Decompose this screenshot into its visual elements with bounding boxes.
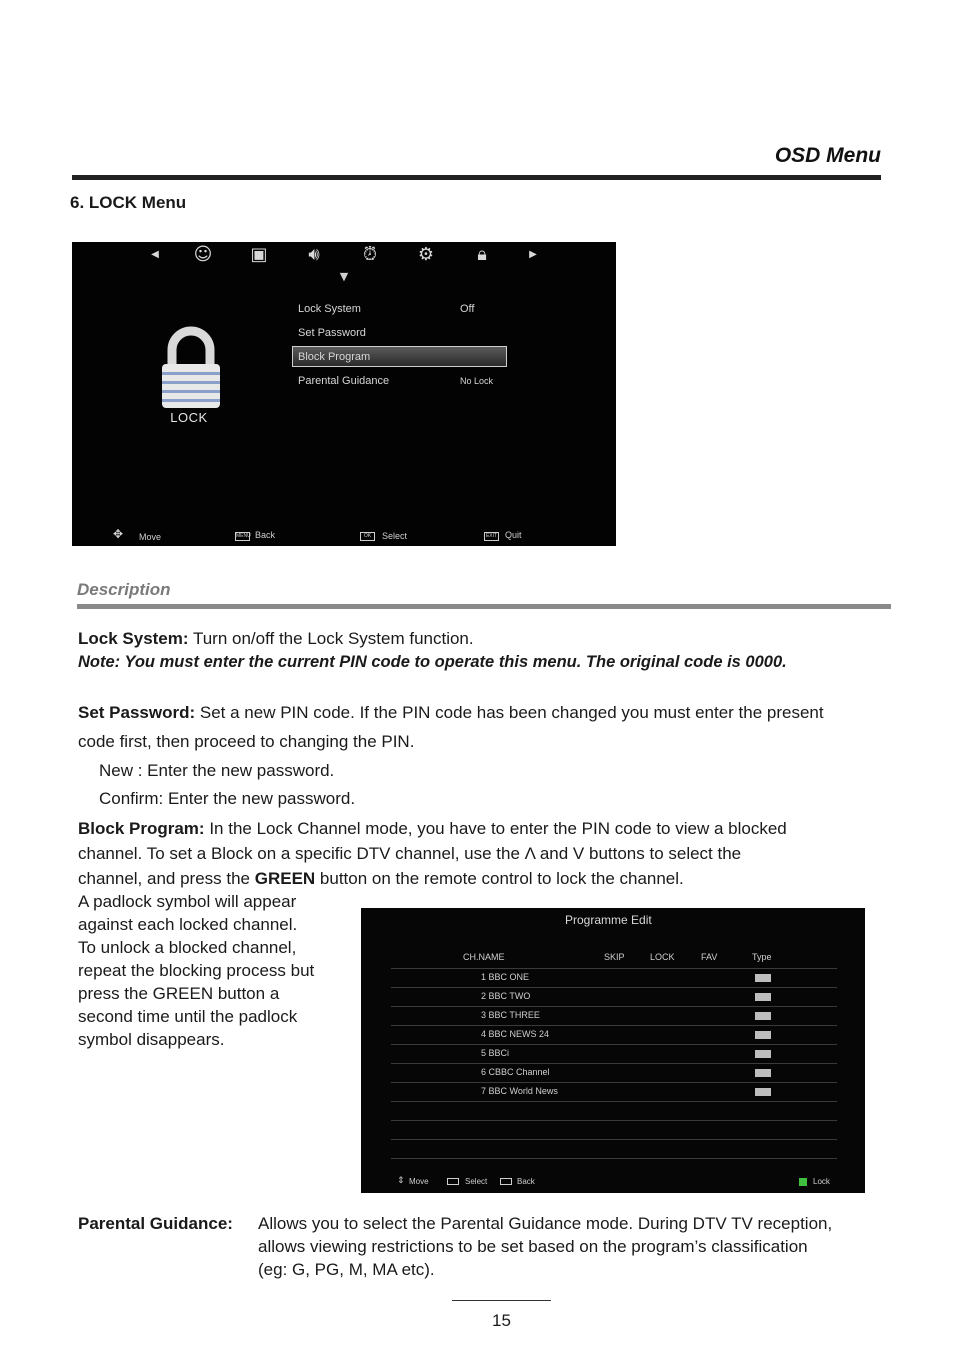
left-arrow-icon: ◀ — [151, 249, 159, 260]
page-number-rule — [452, 1300, 551, 1301]
picture-icon: ☺ — [193, 244, 213, 265]
exit-key-icon: EXIT — [485, 533, 498, 539]
channel-row[interactable]: 3 BBC THREE — [481, 1010, 540, 1020]
menu-value-lock-system: Off — [460, 303, 475, 315]
green-button-icon — [799, 1178, 807, 1186]
parental-line: allows viewing restrictions to be set based on the program’s classification — [258, 1237, 808, 1256]
block-program-text-3a: channel, and press the — [78, 869, 255, 888]
padlock-line: To unlock a blocked channel, — [78, 938, 297, 957]
chevron-down-icon: ▼ — [339, 270, 349, 283]
screen-icon: ▣ — [250, 244, 268, 265]
description-heading: Description — [77, 580, 171, 599]
padlock-note — [78, 890, 314, 1051]
tv-type-icon — [755, 974, 771, 982]
parental-guidance-label: Parental Guidance: — [78, 1214, 233, 1233]
row-divider — [391, 1101, 837, 1102]
parental-line: (eg: G, PG, M, MA etc). — [258, 1260, 435, 1279]
menu-value-parental-guidance: No Lock — [460, 376, 494, 386]
tv-type-icon — [755, 1012, 771, 1020]
column-lock: LOCK — [650, 952, 675, 962]
green-word: GREEN — [254, 869, 316, 888]
padlock-icon — [156, 326, 226, 412]
tv-type-icon — [755, 1088, 771, 1096]
padlock-line: press the GREEN button a — [78, 984, 280, 1003]
menu-key-icon — [500, 1178, 512, 1185]
block-program-text-1: In the Lock Channel mode, you have to enter the PIN code to view a blocked — [204, 819, 787, 838]
padlock-line: A padlock symbol will appear — [78, 892, 297, 911]
description-rule — [77, 604, 891, 609]
clock-icon: ⏰︎ — [362, 244, 378, 265]
block-program-paragraph — [78, 817, 787, 841]
lock-label: LOCK — [170, 410, 208, 425]
new-password-text: New : Enter the new password. — [99, 761, 335, 780]
note-text: Note: You must enter the current PIN code to operate this menu. The original code is 0000. — [78, 653, 787, 671]
channel-row[interactable]: 1 BBC ONE — [481, 972, 530, 982]
row-divider — [391, 1063, 837, 1064]
page-header-title: OSD Menu — [774, 144, 881, 167]
tv-type-icon — [755, 1069, 771, 1077]
row-divider — [391, 1044, 837, 1045]
block-program-text-2b: buttons to select the — [588, 844, 742, 863]
set-password-paragraph — [78, 701, 824, 725]
sound-icon: 🔊︎ — [308, 244, 320, 265]
confirm-password-text: Confirm: Enter the new password. — [99, 789, 356, 808]
lock-menu-screenshot — [72, 242, 616, 546]
padlock-line: second time until the padlock — [78, 1007, 298, 1026]
tv-type-icon — [755, 1050, 771, 1058]
down-symbol: V — [572, 844, 585, 863]
block-program-line-2 — [78, 842, 741, 866]
menu-icon-bar — [72, 242, 616, 270]
ok-key-icon — [447, 1178, 459, 1185]
row-divider — [391, 1139, 837, 1140]
row-divider — [391, 968, 837, 969]
set-password-text: Set a new PIN code. If the PIN code has been changed you must enter the present — [195, 703, 824, 722]
menu-item-parental-guidance[interactable]: Parental Guidance — [298, 375, 390, 387]
block-program-text-3b: button on the remote control to lock the channel. — [315, 869, 684, 888]
parental-line: Allows you to select the Parental Guidance mode. During DTV TV reception, — [258, 1214, 833, 1233]
row-divider — [391, 1158, 837, 1159]
padlock-line: repeat the blocking process but — [78, 961, 315, 980]
lock-system-label: Lock System: — [78, 629, 189, 648]
row-divider — [391, 1120, 837, 1121]
block-program-line-3 — [78, 867, 684, 891]
block-program-label: Block Program: — [78, 819, 205, 838]
tv-type-icon — [755, 1031, 771, 1039]
menu-item-lock-system[interactable]: Lock System — [298, 303, 361, 315]
header-rule — [72, 175, 881, 180]
set-password-label: Set Password: — [78, 703, 196, 722]
lock-system-paragraph — [78, 627, 474, 651]
footer-move: Move — [409, 1177, 429, 1186]
menu-item-set-password[interactable]: Set Password — [298, 327, 366, 339]
channel-row[interactable]: 5 BBCi — [481, 1048, 510, 1058]
move-arrows-icon: ⇕ — [397, 1175, 405, 1185]
padlock-line: symbol disappears. — [78, 1030, 225, 1049]
row-divider — [391, 1082, 837, 1083]
lock-icon: 🔒︎ — [477, 244, 487, 265]
footer-select: Select — [465, 1177, 488, 1186]
channel-row[interactable]: 7 BBC World News — [481, 1086, 558, 1096]
menu-item-block-program[interactable]: Block Program — [298, 351, 371, 363]
lock-system-text: Turn on/off the Lock System function. — [188, 629, 474, 648]
column-ch-name: CH.NAME — [463, 952, 505, 962]
block-program-text-2a: channel. To set a Block on a specific DTV channel, use the — [78, 844, 525, 863]
section-heading: 6. LOCK Menu — [70, 193, 187, 212]
right-arrow-icon: ▶ — [529, 249, 537, 260]
and-text: and — [535, 844, 573, 863]
row-divider — [391, 1025, 837, 1026]
channel-row[interactable]: 2 BBC TWO — [481, 991, 531, 1001]
ok-key-icon: OK — [360, 532, 375, 541]
parental-guidance-text — [258, 1212, 832, 1281]
column-fav: FAV — [701, 952, 718, 962]
channel-row[interactable]: 4 BBC NEWS 24 — [481, 1029, 550, 1039]
padlock-line: against each locked channel. — [78, 915, 298, 934]
set-password-text-2: code first, then proceed to changing the PIN. — [78, 732, 415, 751]
footer-back: Back — [255, 530, 276, 540]
column-skip: SKIP — [604, 952, 625, 962]
channel-row[interactable]: 6 CBBC Channel — [481, 1067, 550, 1077]
menu-key-icon: MENU — [236, 533, 251, 539]
row-divider — [391, 987, 837, 988]
programme-edit-title: Programme Edit — [565, 913, 652, 927]
page-number: 15 — [492, 1311, 511, 1330]
gear-icon: ⚙ — [417, 244, 435, 265]
footer-back: Back — [517, 1177, 535, 1186]
footer-move: Move — [139, 532, 162, 542]
programme-edit-screenshot — [361, 908, 865, 1193]
footer-lock: Lock — [813, 1177, 830, 1186]
move-arrows-icon: ✥ — [112, 527, 124, 541]
column-type: Type — [752, 952, 772, 962]
row-divider — [391, 1006, 837, 1007]
up-symbol: Λ — [524, 844, 536, 863]
footer-select: Select — [382, 531, 408, 541]
footer-quit: Quit — [505, 530, 522, 540]
tv-type-icon — [755, 993, 771, 1001]
